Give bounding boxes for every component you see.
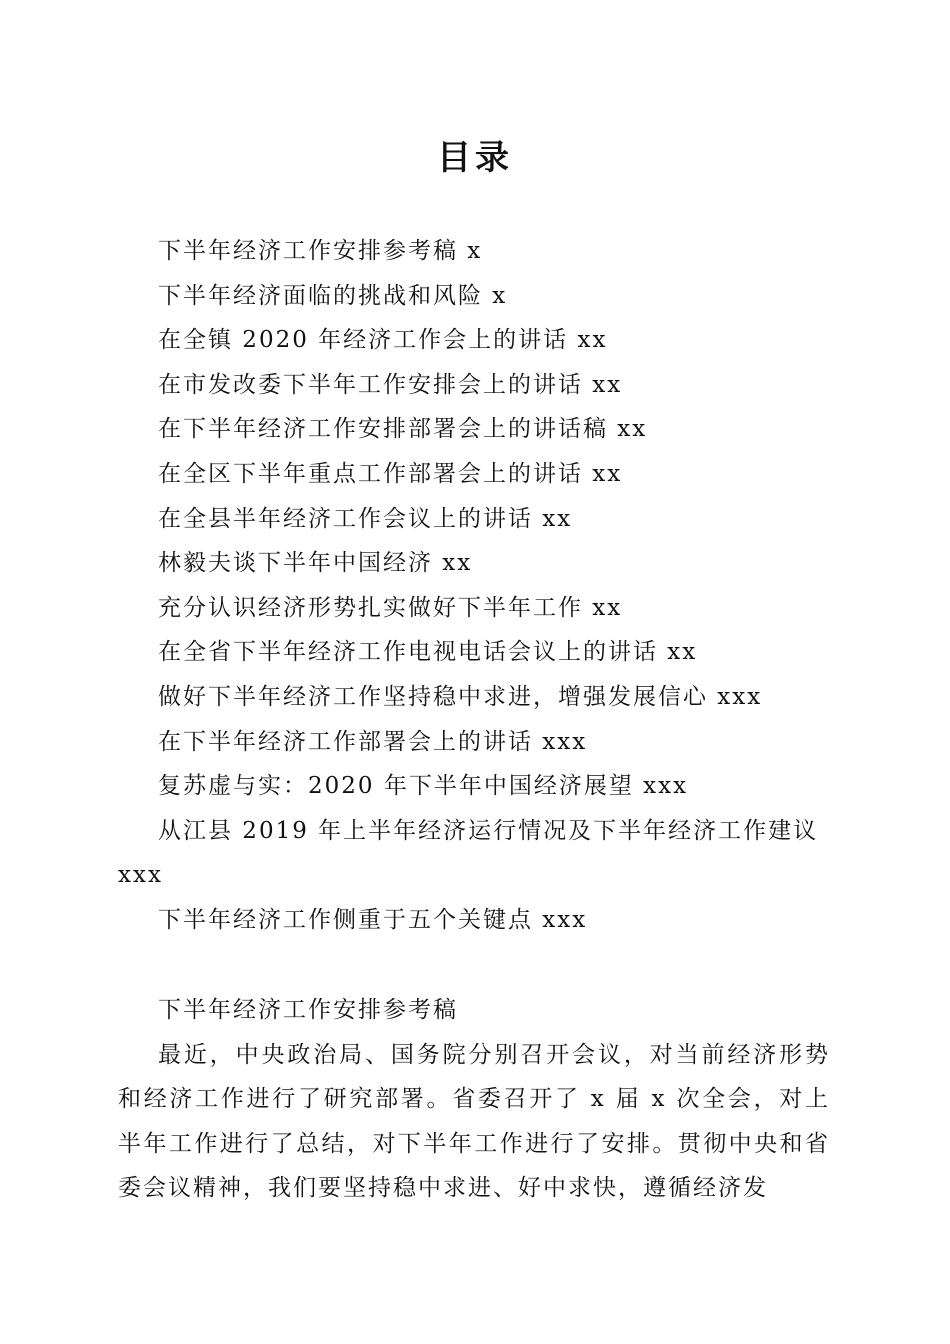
toc-item: 在下半年经济工作安排部署会上的讲话稿 xx: [158, 416, 648, 443]
toc-item: 在市发改委下半年工作安排会上的讲话 xx: [158, 371, 623, 398]
toc-item: 在全区下半年重点工作部署会上的讲话 xx: [158, 460, 623, 487]
toc-item: 下半年经济工作侧重于五个关键点 xxx: [158, 906, 588, 933]
toc-item: 在全县半年经济工作会议上的讲话 xx: [158, 505, 573, 532]
toc-item: 充分认识经济形势扎实做好下半年工作 xx: [158, 594, 623, 621]
toc-item: 从江县 2019 年上半年经济运行情况及下半年经济工作建议 xxx: [118, 817, 819, 889]
toc-item: 复苏虚与实：2020 年下半年中国经济展望 xxx: [158, 773, 689, 800]
toc-item: 在全省下半年经济工作电视电话会议上的讲话 xx: [158, 639, 698, 666]
toc-item: 做好下半年经济工作坚持稳中求进，增强发展信心 xxx: [158, 683, 763, 710]
body-paragraph: 最近，中央政治局、国务院分别召开会议，对当前经济形势和经济工作进行了研究部署。省委召开了 x 届 x 次全会，对上半年工作进行了总结，对下半年工作进行了安排。贯彻中央和省委会议精神，我们要坚持稳中求进、好中求快，遵循经济发: [118, 1041, 830, 1202]
table-of-contents: [118, 229, 830, 943]
toc-item: 在全镇 2020 年经济工作会上的讲话 xx: [158, 327, 608, 354]
toc-item: 林毅夫谈下半年中国经济 xx: [158, 550, 473, 577]
toc-item: 下半年经济面临的挑战和风险 x: [158, 282, 508, 309]
toc-item: 下半年经济工作安排参考稿 x: [158, 238, 483, 264]
toc-item: 在下半年经济工作部署会上的讲话 xxx: [158, 728, 588, 755]
page-title: 目录: [437, 138, 513, 178]
body-section: [118, 988, 830, 1211]
section-heading: 下半年经济工作安排参考稿: [158, 997, 458, 1023]
